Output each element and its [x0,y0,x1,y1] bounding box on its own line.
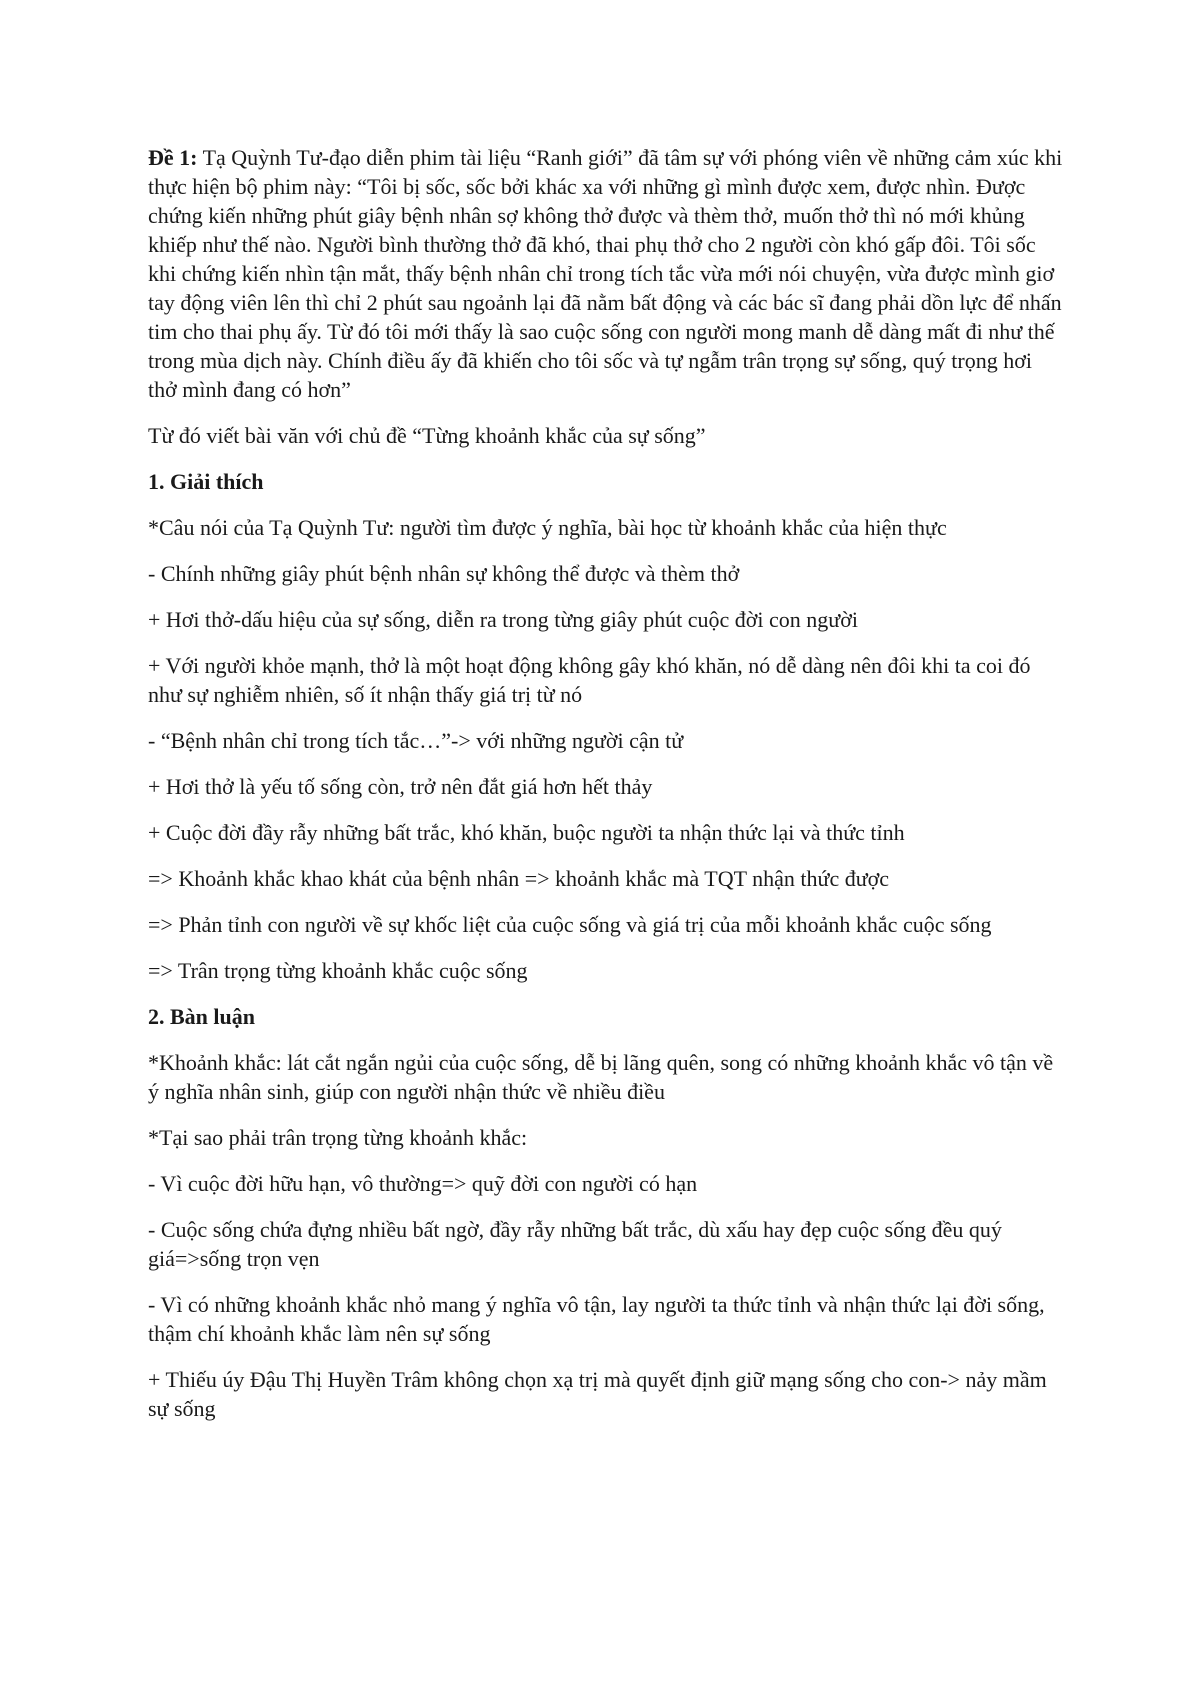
prompt-paragraph: Từ đó viết bài văn với chủ đề “Từng khoảnh khắc của sự sống” [148,423,706,448]
paragraph: - Vì cuộc đời hữu hạn, vô thường=> quỹ đời con người có hạn [148,1171,698,1196]
paragraph: *Khoảnh khắc: lát cắt ngắn ngủi của cuộc sống, dễ bị lãng quên, song có những khoảnh khắc vô tận về ý nghĩa nhân sinh, giúp con người nhận thức về nhiều điều [148,1050,1054,1104]
intro-text: Tạ Quỳnh Tư-đạo diễn phim tài liệu “Ranh giới” đã tâm sự với phóng viên về những cảm xúc khi thực hiện bộ phim này: “Tôi bị sốc, sốc bởi khác xa với những gì mình được xem, được nhìn. Được chứng kiến những phút giây bệnh nhân sợ không thở được và thèm thở, muốn thở thì nó mới khủng khiếp như thế nào. Người bình thường thở đã khó, thai phụ thở cho 2 người còn khó gấp đôi. Tôi sốc khi chứng kiến nhìn tận mắt, thấy bệnh nhân chỉ trong tích tắc vừa mới nói chuyện, vừa được mình giơ tay động viên lên thì chỉ 2 phút sau ngoảnh lại đã nằm bất động và các bác sĩ đang phải dồn lực để nhấn tim cho thai phụ ấy. Từ đó tôi mới thấy là sao cuộc sống con người mong manh dễ dàng mất đi như thế trong mùa dịch này. Chính điều ấy đã khiến cho tôi sốc và tự ngẫm trân trọng sự sống, quý trọng hơi thở mình đang có hơn” [148,145,1063,402]
paragraph: *Tại sao phải trân trọng từng khoảnh khắc: [148,1125,528,1150]
paragraph: + Hơi thở-dấu hiệu của sự sống, diễn ra trong từng giây phút cuộc đời con người [148,607,858,632]
paragraph: + Thiếu úy Đậu Thị Huyền Trâm không chọn xạ trị mà quyết định giữ mạng sống cho con-> nảy mầm sự sống [148,1367,1047,1421]
paragraph: - “Bệnh nhân chỉ trong tích tắc…”-> với những người cận tử [148,728,684,753]
paragraph: - Chính những giây phút bệnh nhân sự không thể được và thèm thở [148,561,740,586]
document-body [148,143,1063,1440]
paragraph: *Câu nói của Tạ Quỳnh Tư: người tìm được ý nghĩa, bài học từ khoảnh khắc của hiện thực [148,515,947,540]
paragraph: - Cuộc sống chứa đựng nhiều bất ngờ, đầy rẫy những bất trắc, dù xấu hay đẹp cuộc sống đều quý giá=>sống trọn vẹn [148,1217,1002,1271]
paragraph: + Với người khỏe mạnh, thở là một hoạt động không gây khó khăn, nó dễ dàng nên đôi khi ta coi đó như sự nghiễm nhiên, số ít nhận thấy giá trị từ nó [148,653,1031,707]
intro-paragraph [148,143,1063,404]
paragraph: => Phản tỉnh con người về sự khốc liệt của cuộc sống và giá trị của mỗi khoảnh khắc cuộc sống [148,912,992,937]
section-heading-explanation: 1. Giải thích [148,469,264,494]
section-heading-discussion: 2. Bàn luận [148,1004,255,1029]
exercise-label: Đề 1: [148,145,198,170]
paragraph: + Cuộc đời đầy rẫy những bất trắc, khó khăn, buộc người ta nhận thức lại và thức tỉnh [148,820,905,845]
paragraph: => Khoảnh khắc khao khát của bệnh nhân => khoảnh khắc mà TQT nhận thức được [148,866,890,891]
paragraph: => Trân trọng từng khoảnh khắc cuộc sống [148,958,528,983]
paragraph: - Vì có những khoảnh khắc nhỏ mang ý nghĩa vô tận, lay người ta thức tỉnh và nhận thức lại đời sống, thậm chí khoảnh khắc làm nên sự sống [148,1292,1045,1346]
paragraph: + Hơi thở là yếu tố sống còn, trở nên đắt giá hơn hết thảy [148,774,653,799]
